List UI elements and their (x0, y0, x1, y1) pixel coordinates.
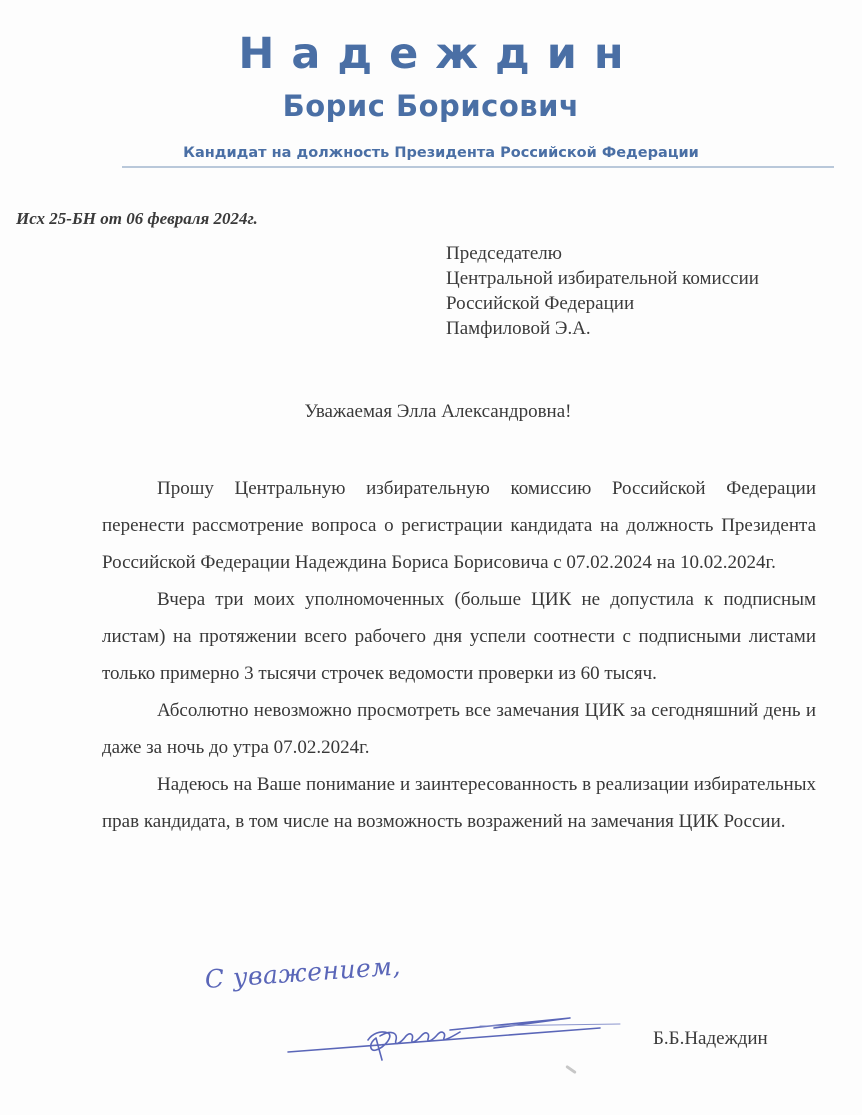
body-paragraph: Надеюсь на Ваше понимание и заинтересованность в реализации избирательных прав кандидата, в том числе на возможность возражений на замечания ЦИК России. (102, 774, 816, 832)
body-paragraph: Абсолютно невозможно просмотреть все замечания ЦИК за сегодняшний день и даже за ночь до утра 07.02.2024г. (102, 700, 816, 758)
outgoing-reference: Исх 25-БН от 06 февраля 2024г. (16, 209, 258, 228)
body-paragraph: Вчера три моих уполномоченных (больше ЦИК не допустила к подписным листам) на протяжении всего рабочего дня успели соотнести с подписными листами только примерно 3 тысячи строчек ведомости проверки из 60 тысяч. (102, 589, 816, 684)
letter-body (102, 470, 816, 840)
letterhead-given-names: Борис Борисович (282, 89, 580, 123)
letterhead-position: Кандидат на должность Президента Российской Федерации (183, 145, 699, 161)
body-paragraph: Прошу Центральную избирательную комиссию Российской Федерации перенести рассмотрение вопроса о регистрации кандидата на должность Президента Российской Федерации Надеждина Бориса Борисовича с 07.02.2024 на 10.02.2024г. (102, 478, 816, 573)
letterhead-surname: Надеждин (238, 29, 641, 79)
letterhead-divider (122, 166, 834, 168)
handwritten-closing: С уважением, (203, 951, 402, 994)
addressee-block (446, 241, 759, 341)
addressee-line: Председателю (446, 243, 562, 264)
salutation: Уважаемая Элла Александровна! (304, 401, 572, 422)
signature-icon (280, 1000, 640, 1070)
addressee-line: Центральной избирательной комиссии (446, 268, 759, 289)
signer-name: Б.Б.Надеждин (653, 1028, 768, 1049)
addressee-line: Памфиловой Э.А. (446, 318, 591, 339)
addressee-line: Российской Федерации (446, 293, 635, 314)
